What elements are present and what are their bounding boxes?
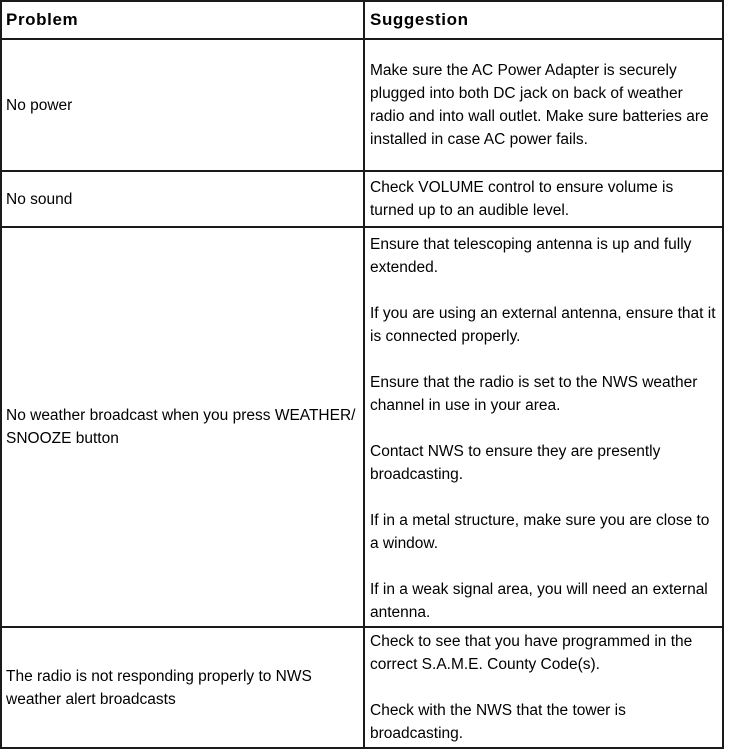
problem-cell xyxy=(1,227,364,627)
problem-cell xyxy=(1,171,364,227)
suggestion-text xyxy=(365,57,722,153)
suggestion-paragraph: If in a weak signal area, you will need an external antenna. xyxy=(370,580,708,621)
column-header-suggestion xyxy=(364,1,723,39)
column-header-problem xyxy=(1,1,364,39)
problem-text: No sound xyxy=(6,190,73,208)
suggestion-paragraph: Check to see that you have programmed in the correct S.A.M.E. County Code(s). xyxy=(370,633,693,673)
table-row xyxy=(1,227,723,627)
table-header xyxy=(1,1,723,39)
suggestion-cell xyxy=(364,227,723,627)
table-row xyxy=(1,39,723,171)
table-header-row xyxy=(1,1,723,39)
suggestion-text xyxy=(365,628,722,747)
suggestion-paragraph: Check with the NWS that the tower is broadcasting. xyxy=(370,702,626,742)
problem-text: No weather broadcast when you press WEATHER/ SNOOZE button xyxy=(6,407,356,447)
problem-text: No power xyxy=(6,96,73,114)
suggestion-text xyxy=(365,229,722,626)
suggestion-cell xyxy=(364,171,723,227)
suggestion-paragraph: If in a metal structure, make sure you are close to a window. xyxy=(370,511,710,552)
suggestion-paragraph: Check VOLUME control to ensure volume is turned up to an audible level. xyxy=(370,179,674,219)
suggestion-paragraph: Contact NWS to ensure they are presently broadcasting. xyxy=(370,442,661,483)
suggestion-paragraph: Make sure the AC Power Adapter is securely plugged into both DC jack on back of weather radio and into wall outlet. Make sure batteries are installed in case AC power fails. xyxy=(370,62,709,148)
table-row xyxy=(1,627,723,748)
table-row xyxy=(1,171,723,227)
suggestion-cell xyxy=(364,39,723,171)
problem-cell xyxy=(1,627,364,748)
suggestion-paragraph: Ensure that the radio is set to the NWS weather channel in use in your area. xyxy=(370,373,698,414)
suggestion-cell xyxy=(364,627,723,748)
suggestion-text xyxy=(365,174,722,224)
column-header-problem-label: Problem xyxy=(6,10,79,29)
problem-cell xyxy=(1,39,364,171)
table-body xyxy=(1,39,723,748)
suggestion-paragraph: Ensure that telescoping antenna is up and fully extended. xyxy=(370,235,692,276)
suggestion-paragraph: If you are using an external antenna, ensure that it is connected properly. xyxy=(370,304,716,345)
column-header-suggestion-label: Suggestion xyxy=(370,10,469,29)
problem-text: The radio is not responding properly to NWS weather alert broadcasts xyxy=(6,667,312,708)
